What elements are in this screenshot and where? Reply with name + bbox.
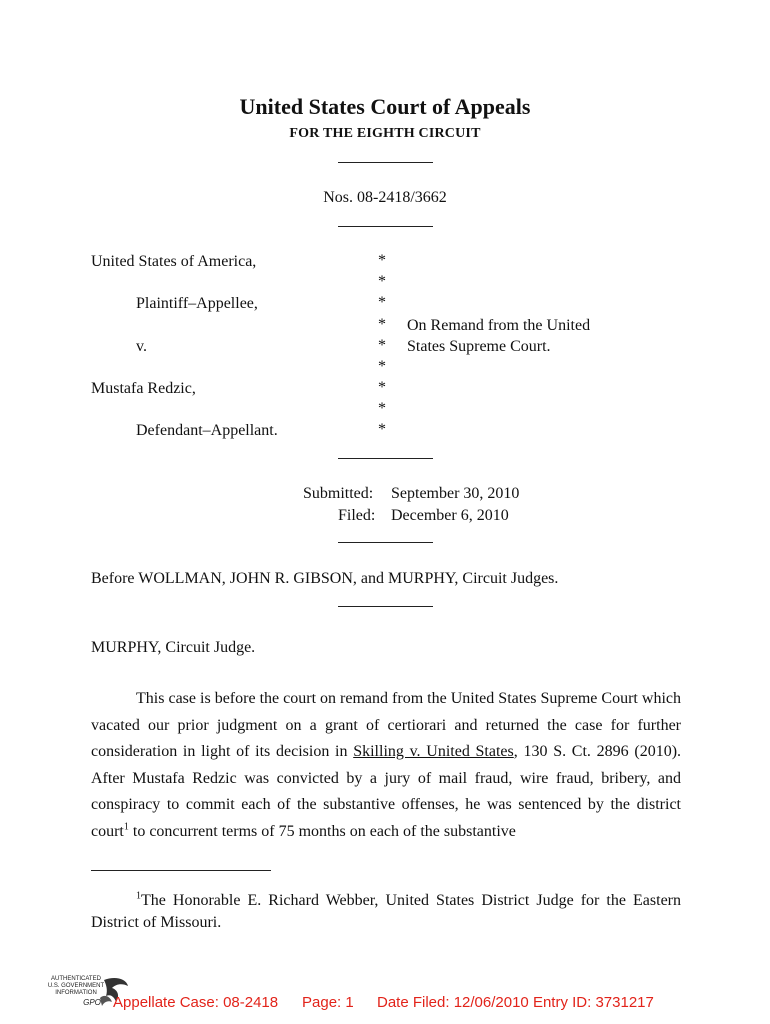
caption-star: *	[378, 337, 386, 354]
seal-line1: AUTHENTICATED	[51, 976, 101, 982]
footnote-reference: 1	[123, 821, 129, 833]
caption-star: *	[378, 316, 386, 333]
caption-star: *	[378, 294, 386, 311]
plaintiff-name: United States of America,	[91, 253, 257, 270]
case-citation: Skilling v. United States	[353, 743, 514, 760]
paragraph-text: to concurrent terms of 75 months on each of the substantive	[128, 822, 516, 840]
footnote	[91, 890, 681, 934]
panel-judges: Before WOLLMAN, JOHN R. GIBSON, and MURPHY, Circuit Judges.	[91, 570, 559, 587]
seal-line3: INFORMATION	[55, 990, 97, 996]
divider-rule	[338, 226, 433, 227]
seal-gpo-mark: GPO	[83, 998, 101, 1007]
caption-star: *	[378, 379, 386, 396]
opinion-paragraph	[91, 686, 681, 845]
submitted-label: Submitted:	[303, 485, 374, 502]
defendant-role: Defendant–Appellant.	[136, 422, 278, 439]
caption-star: *	[378, 358, 386, 375]
caption-star: *	[378, 273, 386, 290]
seal-line2: U.S. GOVERNMENT	[47, 983, 105, 989]
circuit-subtitle: FOR THE EIGHTH CIRCUIT	[289, 126, 481, 141]
divider-rule	[338, 542, 433, 543]
footer-filed-entry: Date Filed: 12/06/2010 Entry ID: 3731217	[377, 994, 654, 1011]
footnote-mark: 1	[136, 890, 141, 902]
divider-rule	[338, 162, 433, 163]
court-title: United States Court of Appeals	[239, 94, 531, 119]
divider-rule	[338, 606, 433, 607]
footer-case-number: Appellate Case: 08-2418	[113, 994, 279, 1011]
filed-label: Filed:	[338, 507, 376, 524]
defendant-name: Mustafa Redzic,	[91, 380, 196, 397]
footnote-text: The Honorable E. Richard Webber, United States District Judge for the Eastern District of Missouri.	[91, 892, 681, 931]
divider-rule	[338, 458, 433, 459]
opinion-author: MURPHY, Circuit Judge.	[91, 639, 256, 656]
versus: v.	[136, 338, 147, 355]
submitted-date: September 30, 2010	[391, 485, 520, 502]
caption-star: *	[378, 252, 386, 269]
footnote-rule	[91, 870, 271, 871]
plaintiff-role: Plaintiff–Appellee,	[136, 295, 258, 312]
footer-page: Page: 1	[302, 994, 354, 1011]
caption-star: *	[378, 400, 386, 417]
filed-date: December 6, 2010	[391, 507, 509, 524]
paragraph-text: , 130 S. Ct. 2896 (2010). After Mustafa Redzic was convicted by a jury of mail fraud, wire fraud, bribery, and conspiracy to commit each of the substantive offenses, he was sentenced by the district court	[91, 743, 682, 840]
remand-note-line2: States Supreme Court.	[407, 338, 551, 355]
case-numbers: Nos. 08-2418/3662	[323, 189, 447, 206]
remand-note-line1: On Remand from the United	[407, 317, 591, 334]
caption-star: *	[378, 421, 386, 438]
paragraph-text: This case is before the court on remand from the United States Supreme Court which vacated our prior judgment on a grant of certiorari and returned the case for further consideration in light of its decision in	[91, 690, 681, 760]
